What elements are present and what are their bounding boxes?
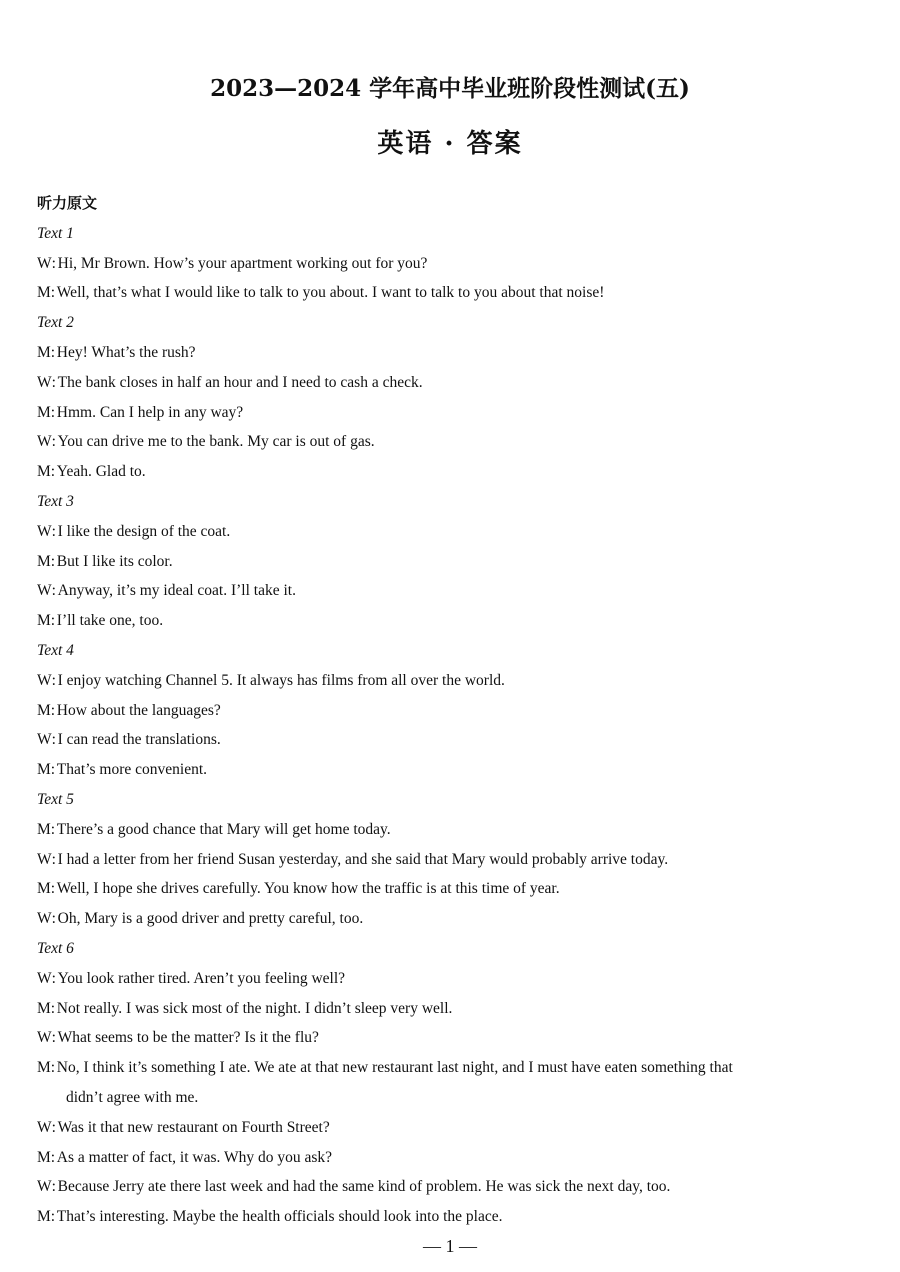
speaker-colon: :	[50, 701, 56, 719]
dialogue-line	[37, 696, 867, 726]
speaker-label: W	[37, 1029, 52, 1047]
speaker-label: W	[37, 1118, 52, 1136]
speaker-label: W	[37, 522, 52, 540]
text-label: Text 3	[37, 492, 74, 510]
dialogue-text: Anyway, it’s my ideal coat. I’ll take it.	[57, 582, 296, 600]
dialogue-line	[37, 547, 867, 577]
speaker-colon: :	[51, 1178, 56, 1196]
dialogue-text: I can read the translations.	[57, 731, 221, 749]
dialogue-line	[37, 1172, 867, 1202]
speaker-colon: :	[51, 1029, 56, 1047]
dialogue-line	[37, 964, 867, 994]
dialogue-line	[37, 994, 867, 1024]
transcript-body	[37, 189, 867, 1232]
section-title: 听力原文	[37, 194, 98, 212]
speaker-label: W	[37, 671, 52, 689]
dialogue-line	[37, 278, 867, 308]
speaker-label: M	[37, 1059, 51, 1077]
dialogue-text: The bank closes in half an hour and I need to cash a check.	[57, 373, 423, 391]
dialogue-text: Because Jerry ate there last week and had the same kind of problem. He was sick the next day, too.	[57, 1178, 671, 1196]
speaker-colon: :	[50, 880, 56, 898]
dialogue-line	[37, 368, 867, 398]
dialogue-line	[37, 1053, 867, 1083]
speaker-label: W	[37, 731, 52, 749]
speaker-label: M	[37, 1208, 51, 1226]
speaker-colon: :	[51, 969, 56, 987]
speaker-label: M	[37, 820, 51, 838]
dialogue-text: Well, I hope she drives carefully. You know how the traffic is at this time of year.	[56, 880, 560, 898]
dialogue-text: You look rather tired. Aren’t you feeling well?	[57, 969, 346, 987]
dialogue-text: Not really. I was sick most of the night. I didn’t sleep very well.	[56, 999, 453, 1017]
speaker-label: W	[37, 1178, 52, 1196]
speaker-colon: :	[50, 1148, 56, 1166]
dialogue-line	[37, 725, 867, 755]
speaker-colon: :	[51, 522, 56, 540]
dialogue-text: Was it that new restaurant on Fourth Street?	[57, 1118, 330, 1136]
document-subtitle: 英语 · 答案	[377, 129, 523, 159]
dialogue-text: Well, that’s what I would like to talk to you about. I want to talk to you about that noise!	[56, 284, 605, 302]
speaker-label: M	[37, 761, 51, 779]
dialogue-line	[37, 338, 867, 368]
speaker-colon: :	[51, 1118, 56, 1136]
dialogue-line	[37, 1023, 867, 1053]
dialogue-text: Hi, Mr Brown. How’s your apartment working out for you?	[57, 254, 428, 272]
speaker-colon: :	[51, 731, 56, 749]
dialogue-text: I had a letter from her friend Susan yesterday, and she said that Mary would probably arrive today.	[57, 850, 669, 868]
text-label: Text 5	[37, 790, 74, 808]
speaker-colon: :	[50, 999, 56, 1017]
dialogue-text: I like the design of the coat.	[57, 522, 231, 540]
dialogue-text: As a matter of fact, it was. Why do you ask?	[56, 1148, 332, 1166]
dialogue-line	[37, 398, 867, 428]
speaker-label: M	[37, 552, 51, 570]
dialogue-text: I enjoy watching Channel 5. It always has films from all over the world.	[57, 671, 505, 689]
speaker-label: W	[37, 582, 52, 600]
dialogue-text: There’s a good chance that Mary will get home today.	[56, 820, 391, 838]
speaker-label: M	[37, 999, 51, 1017]
dialogue-text: Oh, Mary is a good driver and pretty careful, too.	[57, 910, 364, 928]
dialogue-line	[37, 517, 867, 547]
dialogue-line	[37, 904, 867, 934]
speaker-colon: :	[50, 1208, 56, 1226]
speaker-colon: :	[51, 910, 56, 928]
dialogue-line	[37, 457, 867, 487]
speaker-label: W	[37, 433, 52, 451]
document-title: 2023—2024 学年高中毕业班阶段性测试(五)	[210, 75, 690, 102]
dialogue-text: I’ll take one, too.	[56, 612, 164, 630]
text-label: Text 4	[37, 641, 74, 659]
speaker-colon: :	[51, 373, 56, 391]
dialogue-text: But I like its color.	[56, 552, 173, 570]
dialogue-text: That’s more convenient.	[56, 761, 208, 779]
speaker-colon: :	[50, 284, 56, 302]
dialogue-line	[37, 666, 867, 696]
speaker-label: W	[37, 254, 52, 272]
speaker-colon: :	[50, 343, 56, 361]
dialogue-line	[37, 606, 867, 636]
speaker-colon: :	[50, 463, 56, 481]
speaker-colon: :	[50, 612, 56, 630]
dialogue-line	[37, 1143, 867, 1173]
dialogue-line	[37, 1202, 867, 1232]
dialogue-line	[37, 249, 867, 279]
speaker-colon: :	[50, 1059, 56, 1077]
speaker-label: W	[37, 910, 52, 928]
speaker-label: M	[37, 1148, 51, 1166]
speaker-colon: :	[51, 582, 56, 600]
dialogue-text: Yeah. Glad to.	[56, 463, 146, 481]
speaker-label: M	[37, 463, 51, 481]
speaker-label: M	[37, 343, 51, 361]
speaker-colon: :	[50, 403, 56, 421]
speaker-label: M	[37, 403, 51, 421]
page-number: — 1 —	[423, 1236, 477, 1256]
speaker-label: W	[37, 850, 52, 868]
speaker-label: M	[37, 880, 51, 898]
speaker-colon: :	[51, 850, 56, 868]
speaker-label: M	[37, 701, 51, 719]
speaker-colon: :	[51, 433, 56, 451]
dialogue-text: You can drive me to the bank. My car is out of gas.	[57, 433, 375, 451]
dialogue-line-continuation: didn’t agree with me.	[66, 1088, 199, 1106]
dialogue-line	[37, 1113, 867, 1143]
text-label: Text 6	[37, 939, 74, 957]
speaker-colon: :	[50, 761, 56, 779]
dialogue-line	[37, 427, 867, 457]
dialogue-line	[37, 815, 867, 845]
speaker-colon: :	[50, 820, 56, 838]
speaker-label: W	[37, 373, 52, 391]
dialogue-line	[37, 576, 867, 606]
speaker-colon: :	[51, 671, 56, 689]
text-label: Text 1	[37, 224, 74, 242]
speaker-label: M	[37, 612, 51, 630]
speaker-colon: :	[50, 552, 56, 570]
speaker-colon: :	[51, 254, 56, 272]
dialogue-line	[37, 755, 867, 785]
dialogue-text: What seems to be the matter? Is it the flu?	[57, 1029, 319, 1047]
dialogue-text: How about the languages?	[56, 701, 221, 719]
dialogue-line	[37, 845, 867, 875]
dialogue-text: Hmm. Can I help in any way?	[56, 403, 244, 421]
dialogue-text: Hey! What’s the rush?	[56, 343, 196, 361]
speaker-label: M	[37, 284, 51, 302]
dialogue-text: No, I think it’s something I ate. We ate at that new restaurant last night, and I must have eaten something that	[56, 1059, 733, 1077]
dialogue-line	[37, 874, 867, 904]
speaker-label: W	[37, 969, 52, 987]
text-label: Text 2	[37, 314, 74, 332]
dialogue-text: That’s interesting. Maybe the health officials should look into the place.	[56, 1208, 503, 1226]
